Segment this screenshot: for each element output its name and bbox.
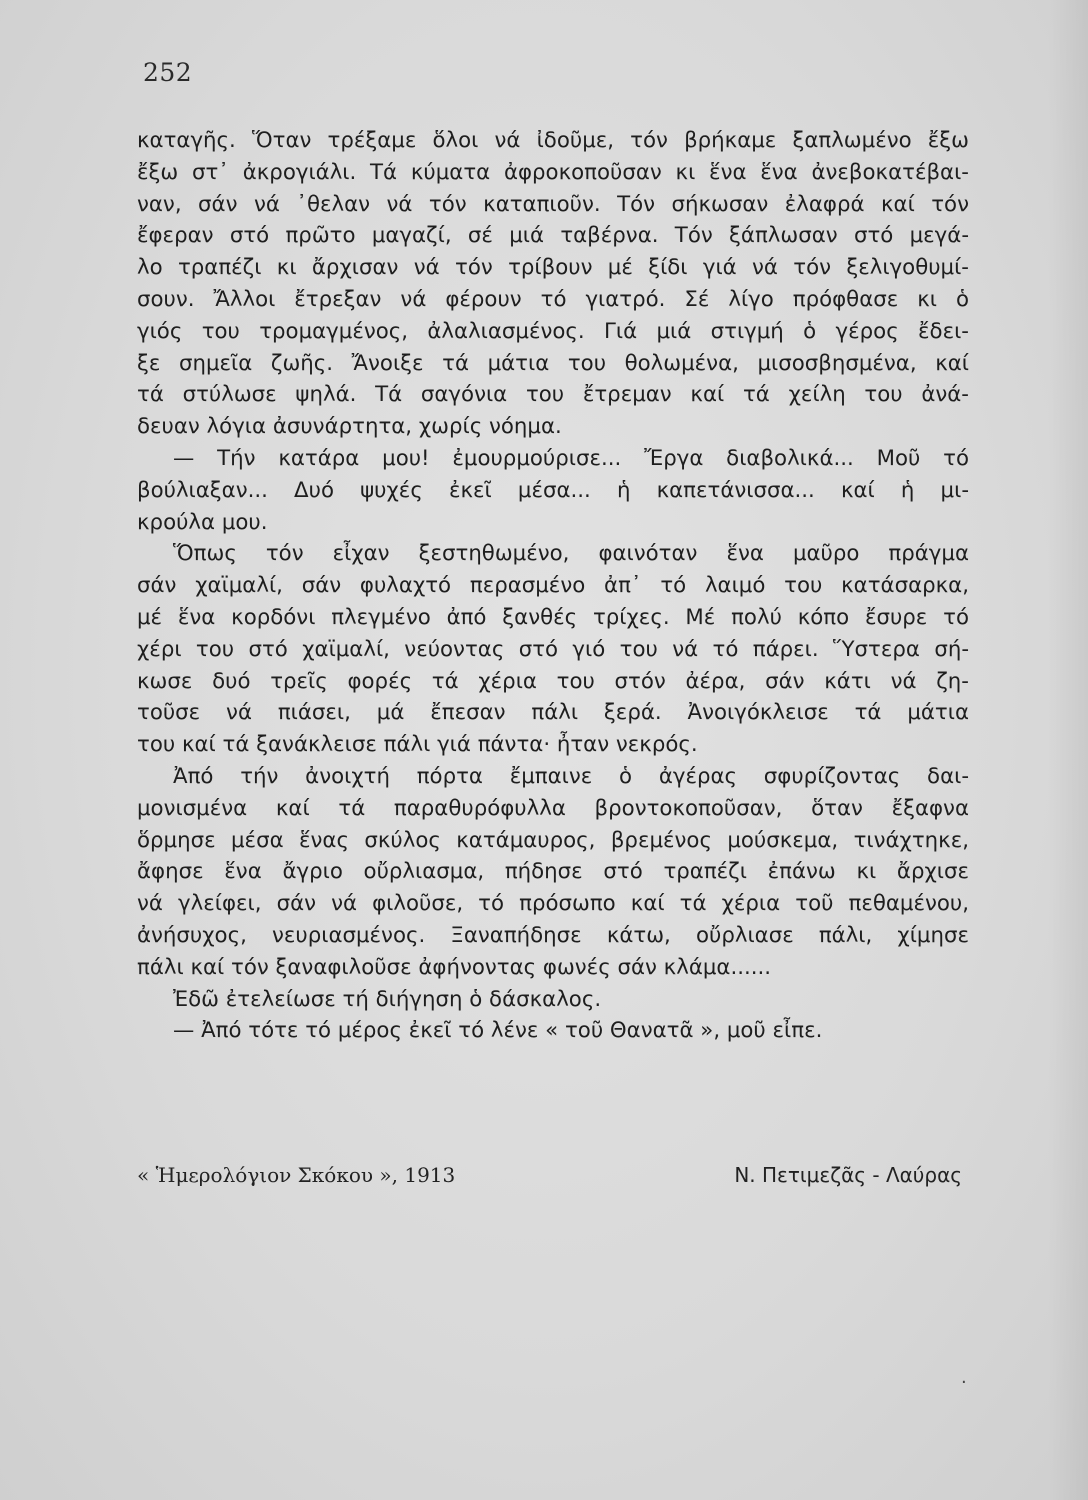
text-line: γιός του τρομαγμένος, ἀλαλιασμένος. Γιά μιά στιγμή ὁ γέρος ἔδει- (137, 318, 969, 344)
stray-mark: · (961, 1372, 967, 1393)
paragraph-start-line: Ἐδῶ ἐτελείωσε τή διήγηση ὁ δάσκαλος. (173, 986, 602, 1012)
text-line: μέ ἕνα κορδόνι πλεγμένο ἀπό ξανθές τρίχες. Μέ πολύ κόπο ἔσυρε τό (137, 604, 969, 630)
text-line: πάλι καί τόν ξαναφιλοῦσε ἀφήνοντας φωνές σάν κλάμα...... (137, 954, 772, 980)
author-name: Ν. Πετιμεζᾶς - Λαύρας (734, 1163, 962, 1187)
text-line: ὅρμησε μέσα ἕνας σκύλος κατάμαυρος, βρεμένος μούσκεμα, τινάχτηκε, (137, 827, 969, 853)
text-line: σάν χαϊμαλί, σάν φυλαχτό περασμένο ἀπ᾽ τό λαιμό του κατάσαρκα, (137, 573, 969, 599)
text-line: χέρι του στό χαϊμαλί, νεύοντας στό γιό του νά τό πάρει. Ὕστερα σή- (137, 636, 969, 662)
paragraph-start-line: Ἀπό τήν ἀνοιχτή πόρτα ἔμπαινε ὁ ἀγέρας σφυρίζοντας δαι- (173, 763, 969, 789)
body-text (137, 125, 969, 1047)
text-line: σουν. Ἄλλοι ἔτρεξαν νά φέρουν τό γιατρό. Σέ λίγο πρόφθασε κι ὁ (137, 286, 969, 312)
text-line: του καί τά ξανάκλεισε πάλι γιά πάντα· ἦταν νεκρός. (137, 732, 698, 758)
text-line: ἄφησε ἕνα ἄγριο οὔρλιασμα, πήδησε στό τραπέζι ἐπάνω κι ἄρχισε (137, 859, 969, 885)
text-line: τοῦσε νά πιάσει, μά ἔπεσαν πάλι ξερά. Ἀνοιγόκλεισε τά μάτια (137, 700, 969, 726)
text-line: καταγῆς. Ὅταν τρέξαμε ὅλοι νά ἰδοῦμε, τόν βρήκαμε ξαπλωμένο ἔξω (137, 128, 969, 153)
text-line: κωσε δυό τρεῖς φορές τά χέρια του στόν ἀέρα, σάν κάτι νά ζη- (137, 668, 969, 694)
text-line: ἀνήσυχος, νευριασμένος. Ξαναπήδησε κάτω, οὔρλιασε πάλι, χίμησε (137, 922, 969, 948)
text-line: δευαν λόγια ἀσυνάρτητα, χωρίς νόημα. (137, 414, 562, 440)
paragraph-start-line: Ὅπως τόν εἶχαν ξεστηθωμένο, φαινόταν ἕνα μαῦρο πράγμα (173, 541, 969, 567)
text-line: μονισμένα καί τά παραθυρόφυλλα βροντοκοποῦσαν, ὅταν ἔξαφνα (137, 795, 969, 821)
text-line: τά στύλωσε ψηλά. Τά σαγόνια του ἔτρεμαν καί τά χείλη του ἀνά- (137, 382, 969, 408)
text-line: ἔφεραν στό πρῶτο μαγαζί, σέ μιά ταβέρνα. Τόν ξάπλωσαν στό μεγά- (137, 223, 969, 249)
dialogue-line: — Ἀπό τότε τό μέρος ἐκεῖ τό λένε « τοῦ Θανατᾶ », μοῦ εἶπε. (173, 1018, 823, 1044)
text-line: νά γλείφει, σάν νά φιλοῦσε, τό πρόσωπο καί τά χέρια τοῦ πεθαμένου, (137, 891, 969, 917)
page-number: 252 (143, 58, 193, 87)
text-line: ἔξω στ᾽ ἀκρογιάλι. Τά κύματα ἀφροκοποῦσαν κι ἕνα ἕνα ἀνεβοκατέβαι- (137, 159, 969, 185)
dialogue-line: — Τήν κατάρα μου! ἐμουρμούρισε... Ἔργα διαβολικά... Μοῦ τό (173, 445, 969, 471)
text-line: λο τραπέζι κι ἄρχισαν νά τόν τρίβουν μέ ξίδι γιά νά τόν ξελιγοθυμί- (137, 255, 969, 281)
text-line: ξε σημεῖα ζωῆς. Ἄνοιξε τά μάτια του θολωμένα, μισοσβησμένα, καί (137, 350, 969, 376)
source-citation: « Ἡμερολόγιον Σκόκου », 1913 (137, 1163, 456, 1187)
text-line: βούλιαξαν... Δυό ψυχές ἐκεῖ μέσα... ἡ καπετάνισσα... καί ἡ μι- (137, 477, 969, 503)
attribution-footer (137, 1163, 962, 1187)
text-line: κρούλα μου. (137, 509, 268, 535)
text-line: ναν, σάν νά ᾽θελαν νά τόν καταπιοῦν. Τόν σήκωσαν ἐλαφρά καί τόν (137, 191, 969, 217)
page-edge-shadow (1048, 0, 1088, 1500)
